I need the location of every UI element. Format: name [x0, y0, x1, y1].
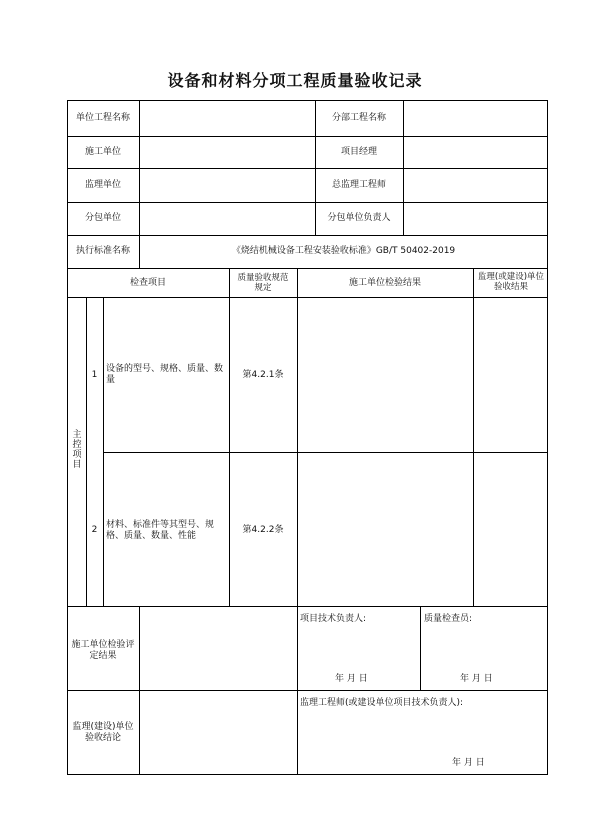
subcontract-leader-label: 分包单位负责人: [327, 213, 391, 223]
supervision-conclusion-label: 监理(建设)单位验收结论: [72, 722, 134, 743]
row-divider: [67, 268, 548, 269]
subcontract-unit-label: 分包单位: [84, 213, 121, 223]
supervisor-label: 监理工程师(或建设单位项目技术负责人):: [300, 698, 464, 708]
date-label: 年 月 日: [335, 674, 368, 684]
col-divider: [297, 268, 298, 606]
item-number: 2: [91, 525, 98, 535]
construction-result-header: 施工单位检验结果: [348, 278, 421, 288]
col-divider: [420, 606, 421, 690]
col-divider: [86, 297, 87, 606]
chief-supervisor-label: 总监理工程师: [331, 180, 386, 190]
col-divider: [139, 606, 140, 775]
quality-inspector-label: 质量检查员:: [424, 614, 473, 624]
row-divider: [103, 452, 548, 453]
sub-project-label: 分部工程名称: [331, 113, 386, 123]
standard-label: 执行标准名称: [75, 246, 130, 256]
col-divider: [103, 297, 104, 606]
item-description: 设备的型号、规格、质量、数量: [106, 364, 224, 385]
date-label: 年 月 日: [452, 758, 485, 768]
main-items-label: 主控项目: [72, 430, 82, 470]
item-clause: 第4.2.2条: [242, 525, 284, 535]
construction-unit-label: 施工单位: [84, 147, 121, 157]
row-divider: [67, 297, 548, 298]
supervision-result-header: 监理(或建设)单位验收结果: [477, 272, 545, 292]
col-divider: [403, 100, 404, 235]
item-clause: 第4.2.1条: [242, 370, 284, 380]
col-divider: [139, 100, 140, 235]
supervision-unit-label: 监理单位: [84, 180, 121, 190]
tech-leader-label: 项目技术负责人:: [300, 614, 367, 624]
unit-project-label: 单位工程名称: [75, 113, 130, 123]
col-divider: [297, 606, 298, 775]
date-label: 年 月 日: [460, 674, 493, 684]
col-divider: [229, 268, 230, 606]
standard-value: 《烧结机械设备工程安装验收标准》GB/T 50402-2019: [231, 246, 456, 256]
construction-eval-label: 施工单位检验评定结果: [71, 640, 135, 661]
project-manager-label: 项目经理: [340, 147, 377, 157]
item-number: 1: [91, 370, 98, 380]
item-description: 材料、标准件等其型号、规格、质量、数量、性能: [106, 520, 215, 541]
quality-spec-header: 质量验收规范规定: [237, 273, 289, 293]
check-item-header: 检查项目: [129, 278, 166, 288]
page-title: 设备和材料分项工程质量验收记录: [167, 71, 423, 90]
col-divider: [473, 268, 474, 606]
